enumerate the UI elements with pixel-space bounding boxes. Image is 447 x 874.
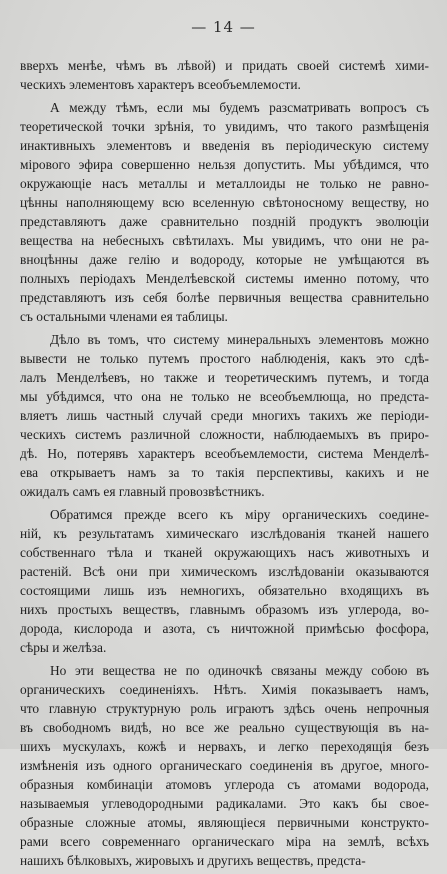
text-line: вверхъ менѣе, чѣмъ въ лѣвой) и придать своей системѣ хими- [20, 58, 429, 73]
text-line: окружающіе насъ металлы и металлоиды не только не равно- [20, 176, 429, 191]
text-line: лалъ Менделѣевъ, но также и теоретическимъ путемъ, и тогда [20, 370, 429, 385]
page-number: — 14 — [191, 18, 256, 36]
text-line: измѣненія изъ одного органическаго соединенія въ другое, много- [20, 758, 429, 773]
text-line: рами всего современнаго органическаго міра на землѣ, всѣхъ [20, 834, 429, 849]
text-line: въ свободномъ видѣ, но все же реально существующія въ на- [20, 720, 429, 735]
text-line: органическихъ соединеніяхъ. Нѣтъ. Химія показываетъ намъ, [20, 682, 429, 697]
text-line: мы убѣдимся, что она не только не всеобъемлюща, но предста- [20, 389, 429, 404]
text-line: представляютъ даже сравнительно поздній продуктъ эволюціи [20, 214, 429, 229]
text-line: цѣнны наполняющему всю вселенную свѣтоносному веществу, но [20, 195, 429, 210]
paragraph [20, 661, 429, 870]
text-line: образныя комбинаціи атомовъ углерода съ атомами водорода, [20, 777, 429, 792]
text-line: нихъ простыхъ веществъ, главнымъ образомъ изъ углерода, во- [20, 602, 429, 617]
text-line: шихъ мускулахъ, кожѣ и нервахъ, и легко переходящія безъ [20, 739, 429, 754]
text-line: ческихъ элементовъ характеръ всеобъемлемости. [20, 77, 301, 92]
paragraph [20, 330, 429, 501]
text-line: А между тѣмъ, если мы будемъ разсматривать вопросъ съ [50, 100, 429, 115]
text-line: Дѣло въ томъ, что систему минеральныхъ элементовъ можно [50, 332, 429, 347]
text-line: представляютъ изъ себя болѣе первичныя вещества сравнительно [20, 290, 429, 305]
page-body [20, 56, 429, 874]
text-line: дорода, кислорода и азота, съ ничтожной примѣсью фосфора, [20, 621, 429, 636]
text-line: образные сложные атомы, являющіеся первичными конструкто- [20, 815, 429, 830]
text-line: полныхъ періодахъ Менделѣевской системы именно потому, что [20, 271, 429, 286]
text-line: растеній. Всѣ они при химическомъ изслѣдованіи оказываются [20, 564, 429, 579]
paragraph [20, 56, 429, 94]
text-line: вноцѣнны даже гелію и водороду, которые не умѣщаются въ [20, 252, 429, 267]
text-line: собственнаго тѣла и тканей окружающихъ насъ животныхъ и [20, 545, 429, 560]
paragraph [20, 505, 429, 657]
paragraph [20, 98, 429, 326]
text-line: вывести не только путемъ простого наблюденія, какъ это сдѣ- [20, 351, 429, 366]
text-line: ожидалъ самъ ея главный провозвѣстникъ. [20, 484, 265, 499]
text-line: ева открываетъ намъ за то такія перспективы, какихъ и не [20, 465, 429, 480]
text-line: состоящими лишь изъ немногихъ, обязательно входящихъ въ [20, 583, 429, 598]
text-line: сѣры и желѣза. [20, 640, 107, 655]
text-line: Но эти вещества не по одиночкѣ связаны между собою въ [50, 663, 429, 678]
text-line: что главную структурную роль играютъ здѣсь очень непрочныя [20, 701, 429, 716]
text-line: вляетъ лишь частный случай среди многихъ такихъ же періоди- [20, 408, 429, 423]
text-line: съ остальными членами ея таблицы. [20, 309, 228, 324]
text-line: называемыя углеводородными радикалами. Это какъ бы свое- [20, 796, 429, 811]
text-line: дѣ. Но, потерявъ характеръ всеобъемлемости, система Менделѣ- [20, 446, 429, 461]
text-line: ческихъ системъ различной сложности, наблюдаемыхъ въ приро- [20, 427, 429, 442]
text-line: инактивныхъ элементовъ и введенія въ періодическую систему [20, 138, 429, 153]
text-line: ній, къ результатамъ химическаго изслѣдованія тканей нашего [20, 526, 429, 541]
text-line: Обратимся прежде всего къ міру органическихъ соедине- [50, 507, 429, 522]
text-line: мірового эфира совершенно нельзя допустить. Мы убѣдимся, что [20, 157, 429, 172]
text-line: теоретической точки зрѣнія, то увидимъ, что такого размѣщенія [20, 119, 429, 134]
text-line: нашихъ бѣлковыхъ, жировыхъ и другихъ веществъ, предста- [20, 853, 366, 868]
text-line: вещества на небесныхъ свѣтилахъ. Мы увидимъ, что они не ра- [20, 233, 429, 248]
